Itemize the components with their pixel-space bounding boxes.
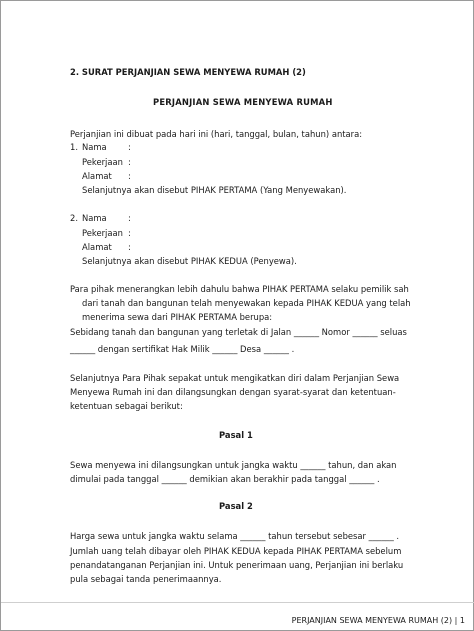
party-1-job-label: Pekerjaan <box>82 157 123 167</box>
party-1-number: 1. <box>70 142 78 152</box>
party-2-job-colon: : <box>128 228 131 238</box>
party-2-note: Selanjutnya akan disebut PIHAK KEDUA (Penyewa). <box>82 256 297 266</box>
party-1-name-colon: : <box>128 142 131 152</box>
footer-divider <box>1 602 474 603</box>
property-line: ______ dengan sertifikat Hak Milik ______ Desa ______ . <box>70 344 295 354</box>
pasal-2-line: Jumlah uang telah dibayar oleh PIHAK KEDUA kepada PIHAK PERTAMA sebelum <box>70 546 402 556</box>
recitals-line: dari tanah dan bangunan telah menyewakan kepada PIHAK KEDUA yang telah <box>82 298 411 308</box>
pasal-2-line: pula sebagai tanda penerimaannya. <box>70 574 222 584</box>
agreement-line: Menyewa Rumah ini dan dilangsungkan dengan syarat-syarat dan ketentuan- <box>70 387 396 397</box>
section-heading: 2. SURAT PERJANJIAN SEWA MENYEWA RUMAH (2) <box>70 67 306 77</box>
party-1-name-label: Nama <box>82 142 107 152</box>
pasal-2-heading: Pasal 2 <box>219 501 253 511</box>
pasal-2-line: penandatanganan Perjanjian ini. Untuk penerimaan uang, Perjanjian ini berlaku <box>70 560 404 570</box>
party-1-address-label: Alamat <box>82 171 112 181</box>
party-2-name-colon: : <box>128 213 131 223</box>
agreement-line: Selanjutnya Para Pihak sepakat untuk mengikatkan diri dalam Perjanjian Sewa <box>70 373 400 383</box>
party-2-job-label: Pekerjaan <box>82 228 123 238</box>
page-footer: PERJANJIAN SEWA MENYEWA RUMAH (2) | 1 <box>291 616 465 625</box>
party-2-address-colon: : <box>128 242 131 252</box>
party-1-address-colon: : <box>128 171 131 181</box>
party-2-name-label: Nama <box>82 213 107 223</box>
party-2-address-label: Alamat <box>82 242 112 252</box>
pasal-1-line: dimulai pada tanggal ______ demikian akan berakhir pada tanggal ______ . <box>70 474 380 484</box>
recitals-line: Para pihak menerangkan lebih dahulu bahwa PIHAK PERTAMA selaku pemilik sah <box>70 284 409 294</box>
pasal-2-line: Harga sewa untuk jangka waktu selama ______ tahun tersebut sebesar ______ . <box>70 531 400 541</box>
party-1-note: Selanjutnya akan disebut PIHAK PERTAMA (Yang Menyewakan). <box>82 185 347 195</box>
intro-line: Perjanjian ini dibuat pada hari ini (hari, tanggal, bulan, tahun) antara: <box>70 129 363 139</box>
party-2-number: 2. <box>70 213 78 223</box>
pasal-1-line: Sewa menyewa ini dilangsungkan untuk jangka waktu ______ tahun, dan akan <box>70 460 397 470</box>
agreement-line: ketentuan sebagai berikut: <box>70 401 183 411</box>
recitals-line: menerima sewa dari PIHAK PERTAMA berupa: <box>82 312 273 322</box>
party-1-job-colon: : <box>128 157 131 167</box>
pasal-1-heading: Pasal 1 <box>219 430 253 440</box>
property-line: Sebidang tanah dan bangunan yang terletak di Jalan ______ Nomor ______ seluas <box>70 327 407 337</box>
document-title: PERJANJIAN SEWA MENYEWA RUMAH <box>153 97 333 107</box>
